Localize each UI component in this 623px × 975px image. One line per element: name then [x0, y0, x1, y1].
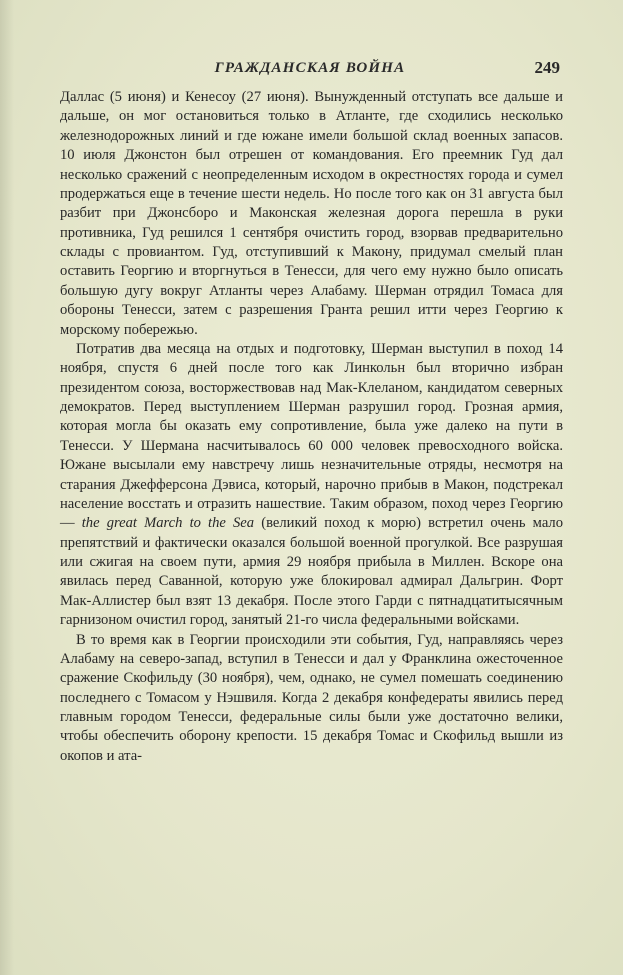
page-number: 249	[534, 58, 560, 77]
body-text	[60, 88, 563, 766]
foreign-phrase: the great March to the Sea	[81, 515, 255, 532]
paragraph: Даллас (5 июня) и Кенесоу (27 июня). Вынужденный отступать все дальше и дальше, он мог остановиться только в Атланте, где сходились несколько железнодорожных линий и где южане имели большой склад военных запасов. 10 июля Джонстон был отрешен от командования. Его преемник Гуд дал несколько сражений с неопределенным исходом в окрестностях города и сумел продержаться еще в течение шести недель. Но после того как он 31 августа был разбит при Джонсборо и Маконская железная дорога перешла в руки противника, Гуд решился 1 сентября очистить город, взорвав предварительно склады с провиантом. Гуд, отступивший к Макону, придумал смелый план оставить Георгию и вторгнуться в Тенесси, для чего ему нужно было описать большую дугу вокруг Атланты через Алабаму. Шерман отрядил Томаса для обороны Тенесси, затем с разрешения Гранта решил итти через Георгию к морскому побережью.	[60, 89, 563, 338]
paragraph	[60, 340, 563, 631]
running-header	[60, 58, 560, 82]
page-binding-shadow	[0, 0, 14, 975]
paragraph: В то время как в Георгии происходили эти события, Гуд, направляясь через Алабаму на северо-запад, вступил в Тенесси и дал у Франклина ожесточенное сражение Скофильду (30 ноября), чем, однако, не сумел помешать соединению последнего с Томасом у Нэшвиля. Когда 2 декабря конфедераты явились перед главным городом Тенесси, федеральные силы были уже достаточно велики, чтобы обеспечить оборону крепости. 15 декабря Томас и Скофильд вышли из окопов и ата-	[60, 631, 563, 764]
running-title: ГРАЖДАНСКАЯ ВОЙНА	[214, 60, 406, 76]
paragraph-text: Потратив два месяца на отдых и подготовку, Шерман выступил в поход 14 ноября, спустя 6 дней после того как Линкольн был вторично избран президентом союза, восторжествовав над Мак-Клеланом, кандидатом северных демократов. Перед выступлением Шерман разрушил город. Грозная армия, которая могла бы оказать ему сопротивление, была уже далеко на пути в Тенесси. У Шермана насчитывалось 60 000 человек превосходного войска. Южане высылали ему навстречу лишь незначительные отряды, несмотря на старания Джефферсона Дэвиса, который, нарочно прибыв в Макон, подстрекал население восстать и отразить нашествие. Таким образом, поход через Георгию —	[60, 340, 563, 532]
paragraph-text: (великий поход к морю) встретил очень мало препятствий и фактически оказался большой военной прогулкой. Все разрушая или сжигая на своем пути, армия 29 ноября прибыла в Миллен. Вскоре она явилась перед Саванной, которую уже блокировал адмирал Дальгрин. Форт Мак-Аллистер был взят 13 декабря. После этого Гарди с пятнадцатитысячным гарнизоном очистил город, занятый 21-го числа федеральными войсками.	[60, 515, 564, 629]
